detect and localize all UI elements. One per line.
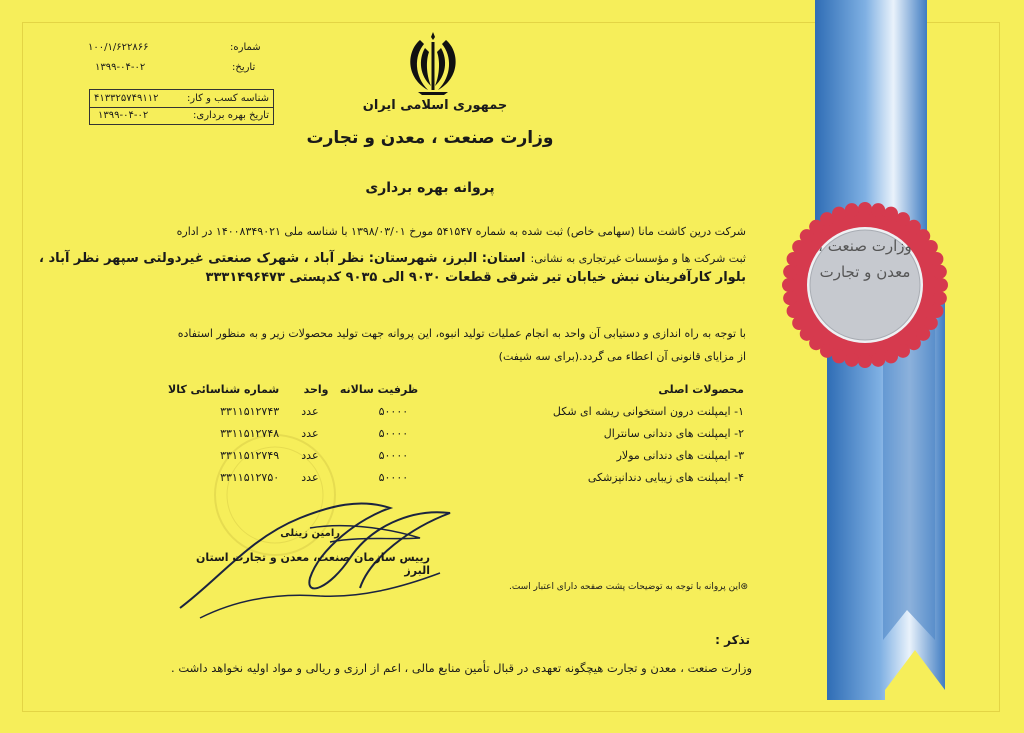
operation-date-label: تاریخ بهره برداری: — [193, 110, 269, 121]
date-label: تاریخ: — [232, 62, 256, 73]
ministry-seal — [780, 200, 950, 370]
address-text: استان: البرز، شهرستان: نظر آباد ، شهرک صنعتی غیردولتی سپهر نظر آباد ، — [39, 251, 526, 266]
table-row — [168, 422, 744, 444]
product-code: ۳۳۱۱۵۱۲۷۵۰ — [220, 470, 280, 484]
iran-emblem-icon — [398, 28, 468, 96]
note-label: تذکر : — [715, 633, 750, 647]
business-id-value: ۴۱۳۳۲۵۷۴۹۱۱۲ — [94, 93, 159, 104]
date-value: ۱۳۹۹-۰۴-۰۲ — [95, 62, 146, 73]
table-header-row — [168, 378, 744, 400]
product-code: ۳۳۱۱۵۱۲۷۴۸ — [220, 426, 280, 440]
header-unit: واحد — [303, 382, 329, 396]
body-line-3: بلوار کارآفرینان نبش خیابان تیر شرقی قطعات ۹۰۳۰ الی ۹۰۳۵ کدپستی ۳۳۳۱۴۹۶۴۷۳ — [205, 270, 746, 285]
number-value: ۱۰۰/۱/۶۲۲۸۶۶ — [88, 42, 149, 53]
signer-title: رییس سازمان صنعت، معدن و تجارت استان البرز — [195, 551, 430, 577]
product-code: ۳۳۱۱۵۱۲۷۴۳ — [220, 404, 280, 418]
table-row — [168, 444, 744, 466]
body-para2-line-1: با توجه به راه اندازی و دستیابی آن واحد به انجام عملیات تولید انبوه، این پروانه جهت تولید محصولات زیر و به منظور استفاده — [177, 327, 746, 340]
signer-name: رامین زینلی — [280, 528, 340, 539]
product-capacity: ۵۰۰۰۰ — [378, 426, 409, 440]
product-unit: عدد — [301, 426, 319, 440]
table-row — [168, 400, 744, 422]
product-capacity: ۵۰۰۰۰ — [378, 404, 409, 418]
header-code: شماره شناسائی کالا — [168, 382, 280, 396]
products-table — [168, 378, 744, 488]
product-name: ۳- ایمپلنت های دندانی مولار — [616, 448, 744, 462]
body-para2-line-2: از مزایای قانونی آن اعطاء می گردد.(برای سه شیفت) — [498, 350, 746, 363]
body-line-2 — [39, 247, 746, 266]
product-unit: عدد — [301, 470, 319, 484]
operation-date-value: ۱۳۹۹-۰۴-۰۲ — [98, 110, 149, 121]
business-id-label: شناسه کسب و کار: — [186, 93, 269, 104]
product-unit: عدد — [301, 404, 319, 418]
product-code: ۳۳۱۱۵۱۲۷۴۹ — [220, 448, 280, 462]
document-title: پروانه بهره برداری — [365, 180, 495, 196]
note-text: وزارت صنعت ، معدن و تجارت هیچگونه تعهدی در قبال تأمین منابع مالی ، اعم از ارزی و ریالی و مواد اولیه نخواهد داشت . — [171, 661, 752, 675]
product-name: ۱- ایمپلنت درون استخوانی ریشه ای شکل — [552, 404, 744, 418]
registration-box — [89, 89, 274, 125]
seal-text: وزارت صنعت ، معدن و تجارت — [818, 237, 912, 281]
body-line-1: شرکت درین کاشت مانا (سهامی خاص) ثبت شده به شماره ۵۴۱۵۴۷ مورخ ۱۳۹۸/۰۳/۰۱ با شناسه ملی ۱۴۰۰۸۳۴۹۰۲۱ در اداره — [176, 225, 746, 238]
product-unit: عدد — [301, 448, 319, 462]
product-capacity: ۵۰۰۰۰ — [378, 448, 409, 462]
ministry-name: وزارت صنعت ، معدن و تجارت — [306, 128, 554, 148]
product-name: ۴- ایمپلنت های زیبایی دندانپزشکی — [587, 470, 744, 484]
number-label: شماره: — [230, 42, 261, 53]
address-prefix: ثبت شرکت ها و مؤسسات غیرتجاری به نشانی: — [530, 252, 746, 265]
validity-footnote: ⊛این پروانه با توجه به توضیحات پشت صفحه دارای اعتبار است. — [508, 582, 748, 592]
country-name: جمهوری اسلامی ایران — [362, 98, 508, 113]
header-capacity: ظرفیت سالانه — [339, 382, 419, 396]
product-capacity: ۵۰۰۰۰ — [378, 470, 409, 484]
header-product: محصولات اصلی — [658, 382, 744, 396]
product-name: ۲- ایمپلنت های دندانی سانترال — [603, 426, 744, 440]
